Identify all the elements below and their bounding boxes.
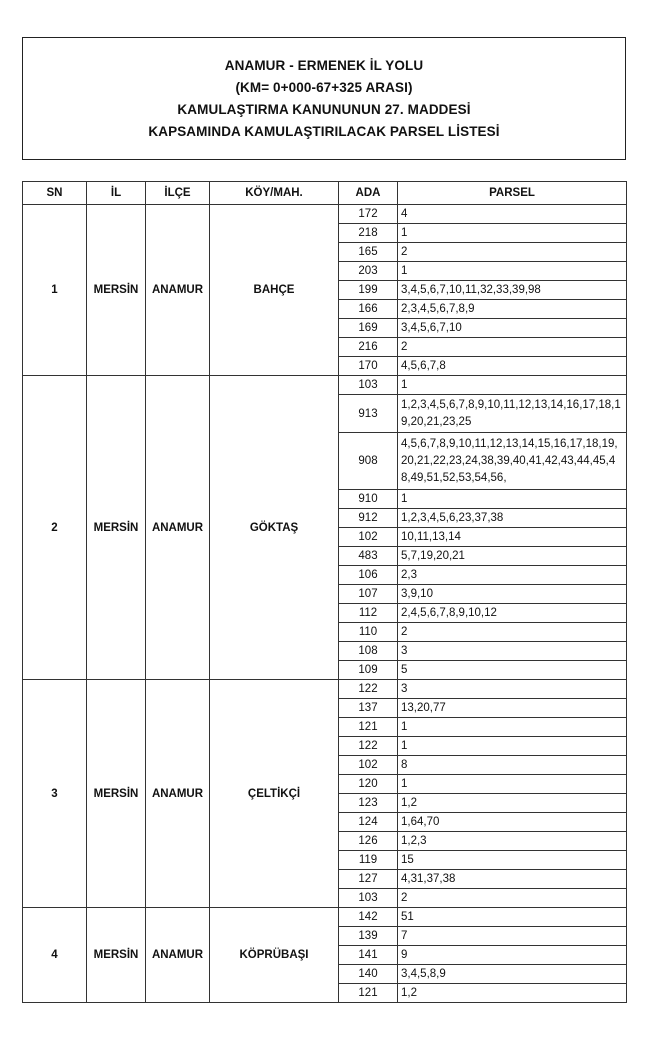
cell-ada: 123 <box>339 794 398 813</box>
cell-parsel: 2 <box>398 338 627 357</box>
cell-parsel: 4,31,37,38 <box>398 870 627 889</box>
table-row <box>23 908 627 927</box>
cell-parsel: 1,2 <box>398 794 627 813</box>
cell-sn: 4 <box>23 908 87 1003</box>
cell-koy: GÖKTAŞ <box>210 376 339 680</box>
cell-ada: 483 <box>339 547 398 566</box>
cell-parsel: 4 <box>398 205 627 224</box>
cell-ada: 913 <box>339 395 398 433</box>
cell-parsel: 2 <box>398 243 627 262</box>
title-line-2: (KM= 0+000-67+325 ARASI) <box>235 79 413 95</box>
header-ilce: İLÇE <box>146 182 210 205</box>
cell-ada: 109 <box>339 661 398 680</box>
cell-ada: 140 <box>339 965 398 984</box>
cell-ada: 103 <box>339 889 398 908</box>
cell-parsel: 13,20,77 <box>398 699 627 718</box>
cell-ada: 102 <box>339 528 398 547</box>
cell-ada: 216 <box>339 338 398 357</box>
cell-parsel: 1 <box>398 224 627 243</box>
cell-ada: 199 <box>339 281 398 300</box>
header-ada: ADA <box>339 182 398 205</box>
cell-parsel: 2 <box>398 623 627 642</box>
cell-parsel: 10,11,13,14 <box>398 528 627 547</box>
cell-sn: 3 <box>23 680 87 908</box>
cell-parsel: 1,2,3,4,5,6,23,37,38 <box>398 509 627 528</box>
cell-parsel: 4,5,6,7,8 <box>398 357 627 376</box>
cell-parsel: 2 <box>398 889 627 908</box>
cell-parsel: 1,2 <box>398 984 627 1003</box>
cell-parsel: 1 <box>398 775 627 794</box>
cell-sn: 1 <box>23 205 87 376</box>
cell-sn: 2 <box>23 376 87 680</box>
cell-parsel: 4,5,6,7,8,9,10,11,12,13,14,15,16,17,18,19,20,21,22,23,24,38,39,40,41,42,43,44,45,48,49,51,52,53,54,56, <box>398 433 627 490</box>
cell-parsel: 2,4,5,6,7,8,9,10,12 <box>398 604 627 623</box>
cell-ada: 103 <box>339 376 398 395</box>
cell-ada: 106 <box>339 566 398 585</box>
cell-ada: 141 <box>339 946 398 965</box>
cell-parsel: 1 <box>398 376 627 395</box>
cell-ada: 172 <box>339 205 398 224</box>
cell-ilce: ANAMUR <box>146 205 210 376</box>
cell-parsel: 51 <box>398 908 627 927</box>
header-parsel: PARSEL <box>398 182 627 205</box>
cell-parsel: 5,7,19,20,21 <box>398 547 627 566</box>
cell-koy: ÇELTİKÇİ <box>210 680 339 908</box>
title-line-1: ANAMUR - ERMENEK İL YOLU <box>224 57 424 73</box>
cell-parsel: 1,64,70 <box>398 813 627 832</box>
cell-parsel: 1 <box>398 490 627 509</box>
cell-ada: 120 <box>339 775 398 794</box>
cell-ilce: ANAMUR <box>146 680 210 908</box>
cell-parsel: 8 <box>398 756 627 775</box>
header-koy: KÖY/MAH. <box>210 182 339 205</box>
cell-ada: 139 <box>339 927 398 946</box>
cell-parsel: 1 <box>398 262 627 281</box>
cell-ada: 112 <box>339 604 398 623</box>
header-il: İL <box>87 182 146 205</box>
cell-parsel: 1 <box>398 737 627 756</box>
cell-il: MERSİN <box>87 376 146 680</box>
title-line-4: KAPSAMINDA KAMULAŞTIRILACAK PARSEL LİSTESİ <box>148 123 500 139</box>
cell-ilce: ANAMUR <box>146 376 210 680</box>
table-body <box>23 205 627 1003</box>
cell-parsel: 5 <box>398 661 627 680</box>
cell-koy: BAHÇE <box>210 205 339 376</box>
cell-ada: 170 <box>339 357 398 376</box>
cell-il: MERSİN <box>87 908 146 1003</box>
cell-ada: 122 <box>339 680 398 699</box>
cell-ada: 910 <box>339 490 398 509</box>
cell-parsel: 3 <box>398 642 627 661</box>
cell-parsel: 3,4,5,8,9 <box>398 965 627 984</box>
document-title-box <box>22 37 626 160</box>
table-row <box>23 376 627 395</box>
cell-parsel: 1,2,3,4,5,6,7,8,9,10,11,12,13,14,16,17,18,19,20,21,23,25 <box>398 395 627 433</box>
cell-ada: 166 <box>339 300 398 319</box>
cell-ada: 108 <box>339 642 398 661</box>
cell-ada: 165 <box>339 243 398 262</box>
cell-ada: 203 <box>339 262 398 281</box>
cell-parsel: 7 <box>398 927 627 946</box>
cell-ada: 142 <box>339 908 398 927</box>
cell-parsel: 3,4,5,6,7,10,11,32,33,39,98 <box>398 281 627 300</box>
cell-ada: 218 <box>339 224 398 243</box>
table-row <box>23 205 627 224</box>
cell-parsel: 3,9,10 <box>398 585 627 604</box>
cell-parsel: 1 <box>398 718 627 737</box>
cell-koy: KÖPRÜBAŞI <box>210 908 339 1003</box>
cell-parsel: 3,4,5,6,7,10 <box>398 319 627 338</box>
cell-il: MERSİN <box>87 205 146 376</box>
cell-ilce: ANAMUR <box>146 908 210 1003</box>
header-sn: SN <box>23 182 87 205</box>
cell-ada: 126 <box>339 832 398 851</box>
cell-parsel: 2,3,4,5,6,7,8,9 <box>398 300 627 319</box>
cell-ada: 127 <box>339 870 398 889</box>
cell-ada: 119 <box>339 851 398 870</box>
cell-ada: 124 <box>339 813 398 832</box>
cell-ada: 908 <box>339 433 398 490</box>
cell-parsel: 3 <box>398 680 627 699</box>
cell-il: MERSİN <box>87 680 146 908</box>
title-line-3: KAMULAŞTIRMA KANUNUNUN 27. MADDESİ <box>177 101 471 117</box>
cell-parsel: 1,2,3 <box>398 832 627 851</box>
cell-parsel: 9 <box>398 946 627 965</box>
parcel-table <box>22 181 627 1003</box>
cell-parsel: 15 <box>398 851 627 870</box>
table-header-row <box>23 182 627 205</box>
cell-ada: 102 <box>339 756 398 775</box>
cell-parsel: 2,3 <box>398 566 627 585</box>
cell-ada: 121 <box>339 718 398 737</box>
cell-ada: 121 <box>339 984 398 1003</box>
table-row <box>23 680 627 699</box>
cell-ada: 912 <box>339 509 398 528</box>
cell-ada: 107 <box>339 585 398 604</box>
cell-ada: 169 <box>339 319 398 338</box>
cell-ada: 110 <box>339 623 398 642</box>
cell-ada: 122 <box>339 737 398 756</box>
cell-ada: 137 <box>339 699 398 718</box>
